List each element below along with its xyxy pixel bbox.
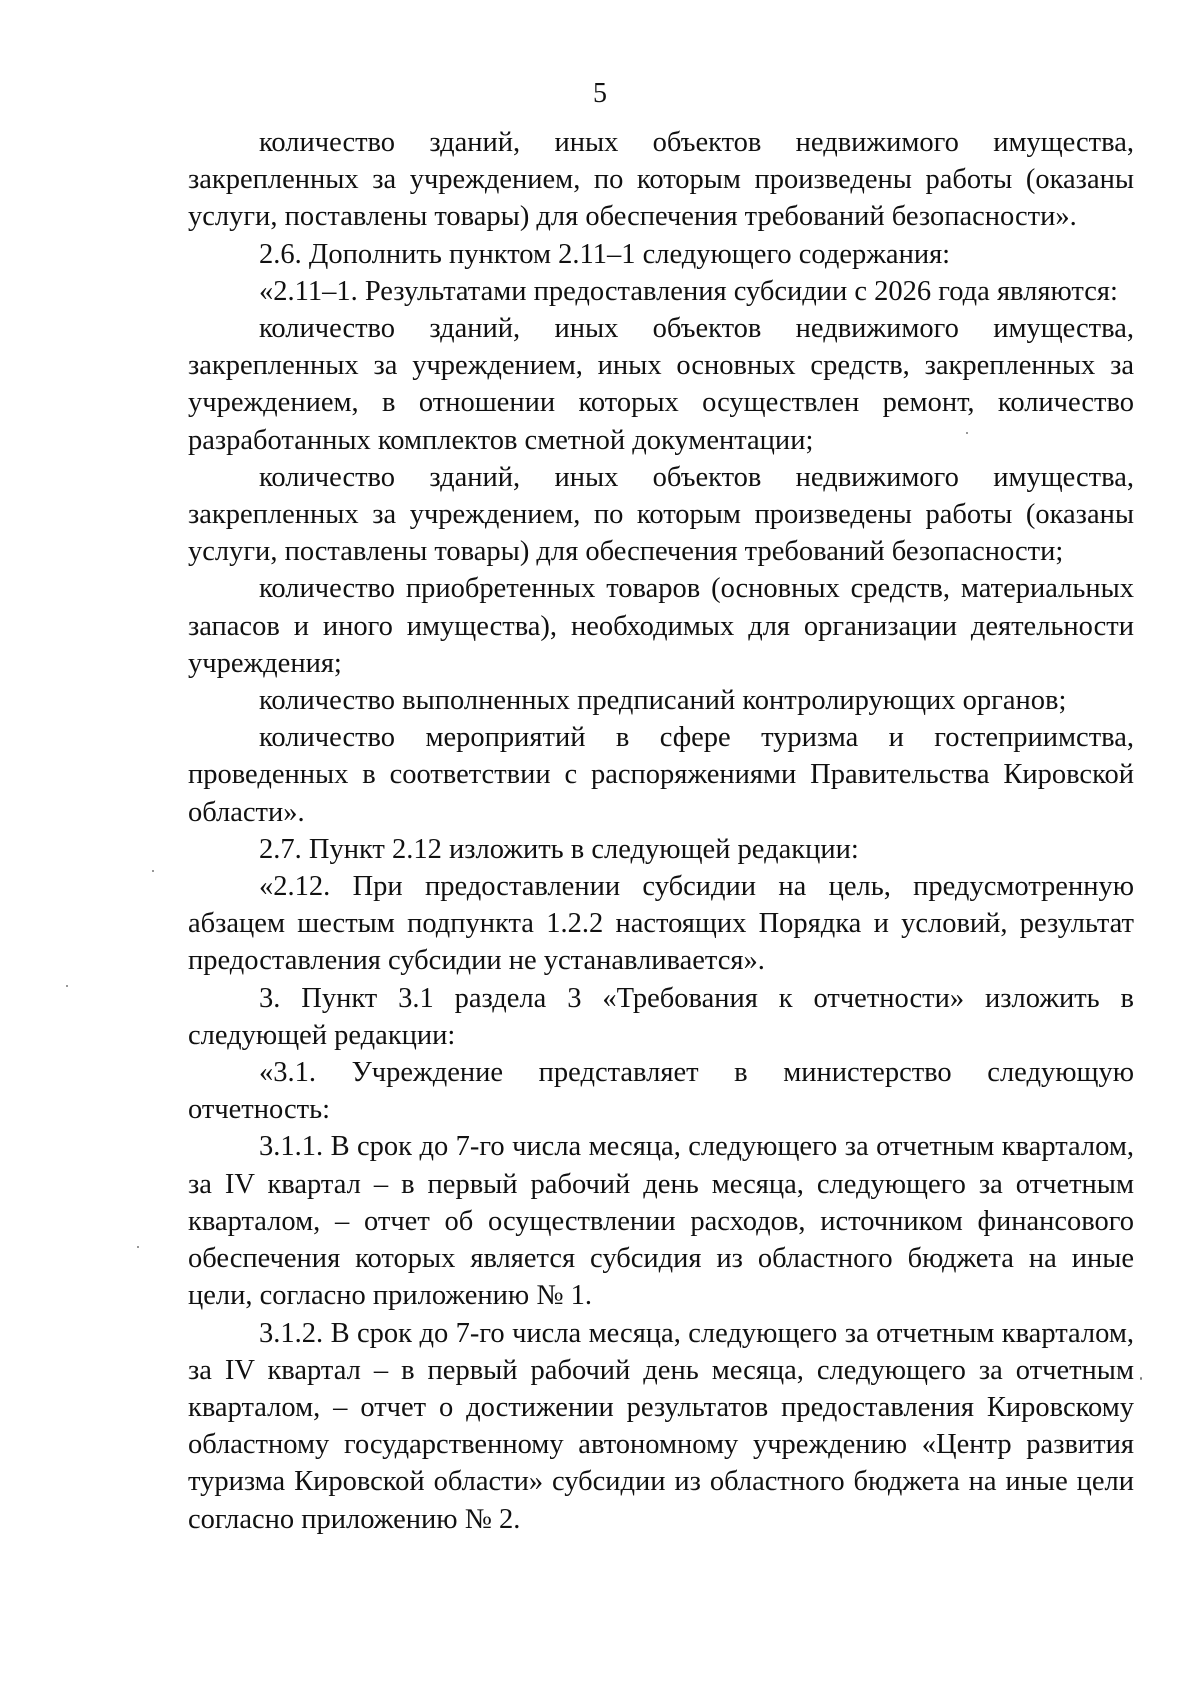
paragraph: количество зданий, иных объектов недвижимого имущества, закрепленных за учреждением, по которым произведены работы (оказаны услуги, поставлены товары) для обеспечения требований безопасности». [188, 127, 1134, 233]
paragraph: 3.1.1. В срок до 7-го числа месяца, следующего за отчетным кварталом, за IV квартал – в первый рабочий день месяца, следующего за отчетным кварталом, – отчет об осуществлении расходов, источником финансового обеспечения которых является субсидия из областного бюджета на иные цели, согласно приложению № 1. [188, 1131, 1134, 1312]
scan-speck [137, 1246, 139, 1248]
page-number: 5 [593, 78, 607, 109]
paragraph: количество приобретенных товаров (основных средств, материальных запасов и иного имущества), необходимых для организации деятельности учреждения; [188, 573, 1134, 679]
paragraph: «3.1. Учреждение представляет в министерство следующую отчетность: [188, 1057, 1134, 1126]
paragraph: количество зданий, иных объектов недвижимого имущества, закрепленных за учреждением, по которым произведены работы (оказаны услуги, поставлены товары) для обеспечения требований безопасности; [188, 461, 1134, 568]
paragraph: количество мероприятий в сфере туризма и гостеприимства, проведенных в соответствии с распоряжениями Правительства Кировской области». [188, 722, 1134, 828]
scan-speck [152, 870, 154, 872]
paragraph: «2.11–1. Результатами предоставления субсидии с 2026 года являются: [259, 275, 1118, 307]
paragraph: 2.7. Пункт 2.12 изложить в следующей редакции: [259, 833, 859, 865]
document-body [188, 124, 1134, 1538]
paragraph: 3.1.2. В срок до 7-го числа месяца, следующего за отчетным кварталом, за IV квартал – в первый рабочий день месяца, следующего за отчетным кварталом, – отчет о достижении результатов предоставления Кировскому областному государственному автономному учреждению «Центр развития туризма Кировской области» субсидии из областного бюджета на иные цели согласно приложению № 2. [188, 1317, 1134, 1535]
paragraph: 3. Пункт 3.1 раздела 3 «Требования к отчетности» изложить в следующей редакции: [188, 982, 1134, 1051]
scan-speck [66, 985, 68, 987]
scan-speck [966, 432, 968, 434]
paragraph: количество зданий, иных объектов недвижимого имущества, закрепленных за учреждением, иных основных средств, закрепленных за учреждением, в отношении которых осуществлен ремонт, количество разработанных комплектов сметной документации; [188, 313, 1134, 456]
paragraph: 2.6. Дополнить пунктом 2.11–1 следующего содержания: [259, 238, 951, 270]
paragraph: количество выполненных предписаний контролирующих органов; [259, 685, 1067, 717]
scan-speck [1140, 1377, 1142, 1380]
paragraph: «2.12. При предоставлении субсидии на цель, предусмотренную абзацем шестым подпункта 1.2.2 настоящих Порядка и условий, результат предоставления субсидии не устанавливается». [188, 871, 1134, 977]
